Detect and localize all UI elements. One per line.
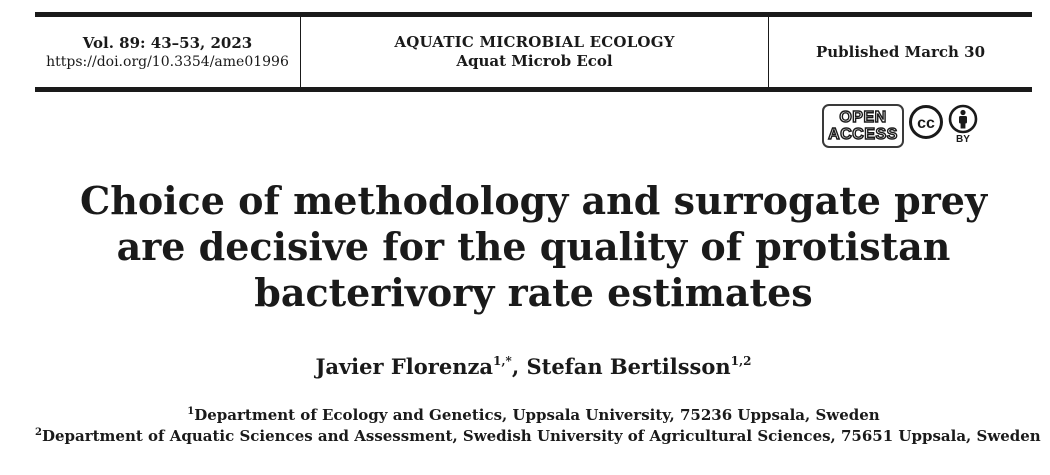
affiliation-line: [35, 405, 1032, 426]
author-affiliation-marker: 1,*: [493, 354, 512, 368]
journal-name: AQUATIC MICROBIAL ECOLOGY: [394, 33, 675, 51]
creative-commons-icon: [908, 104, 944, 140]
open-access-badge: [822, 104, 904, 148]
affiliation-marker: 1: [187, 406, 195, 417]
attribution-badge: [946, 104, 980, 145]
affiliation-text: Department of Aquatic Sciences and Assessment, Swedish University of Agricultural Sciences, 75651 Uppsala, Sweden: [41, 427, 1041, 445]
header-journal-cell: [301, 17, 769, 87]
attribution-person-icon: [948, 104, 978, 134]
author-separator: ,: [511, 354, 527, 379]
affiliations: [35, 405, 1041, 447]
cc-by-license: [908, 104, 980, 145]
author-affiliation-marker: 1,2: [730, 354, 752, 368]
author-name: Javier Florenza: [315, 354, 494, 379]
cc-label: cc: [917, 115, 935, 132]
open-access-line2: ACCESS: [828, 126, 898, 143]
journal-abbreviation: Aquat Microb Ecol: [456, 52, 613, 70]
author-name: Stefan Bertilsson: [526, 354, 731, 379]
author-list: [35, 354, 1032, 380]
title-line: Choice of methodology and surrogate prey: [79, 178, 988, 223]
open-access-line1: OPEN: [839, 109, 887, 126]
journal-header: [35, 17, 1032, 87]
by-label: BY: [956, 134, 970, 145]
volume-pages-year: Vol. 89: 43–53, 2023: [82, 34, 253, 52]
affiliation-text: Department of Ecology and Genetics, Uppsala University, 75236 Uppsala, Sweden: [194, 406, 880, 424]
header-bottom-rule: [35, 87, 1032, 92]
title-line: bacterivory rate estimates: [254, 270, 813, 315]
title-line: are decisive for the quality of protistan: [116, 224, 951, 269]
affiliation-line: [35, 426, 1041, 447]
header-date-cell: [769, 17, 1032, 87]
license-badges: [822, 104, 980, 152]
affiliation-marker: 2: [35, 427, 42, 438]
article-title: [35, 178, 1032, 316]
publication-date: Published March 30: [815, 43, 986, 61]
header-citation-cell: [35, 17, 301, 87]
doi-link[interactable]: https://doi.org/10.3354/ame01996: [46, 54, 289, 70]
